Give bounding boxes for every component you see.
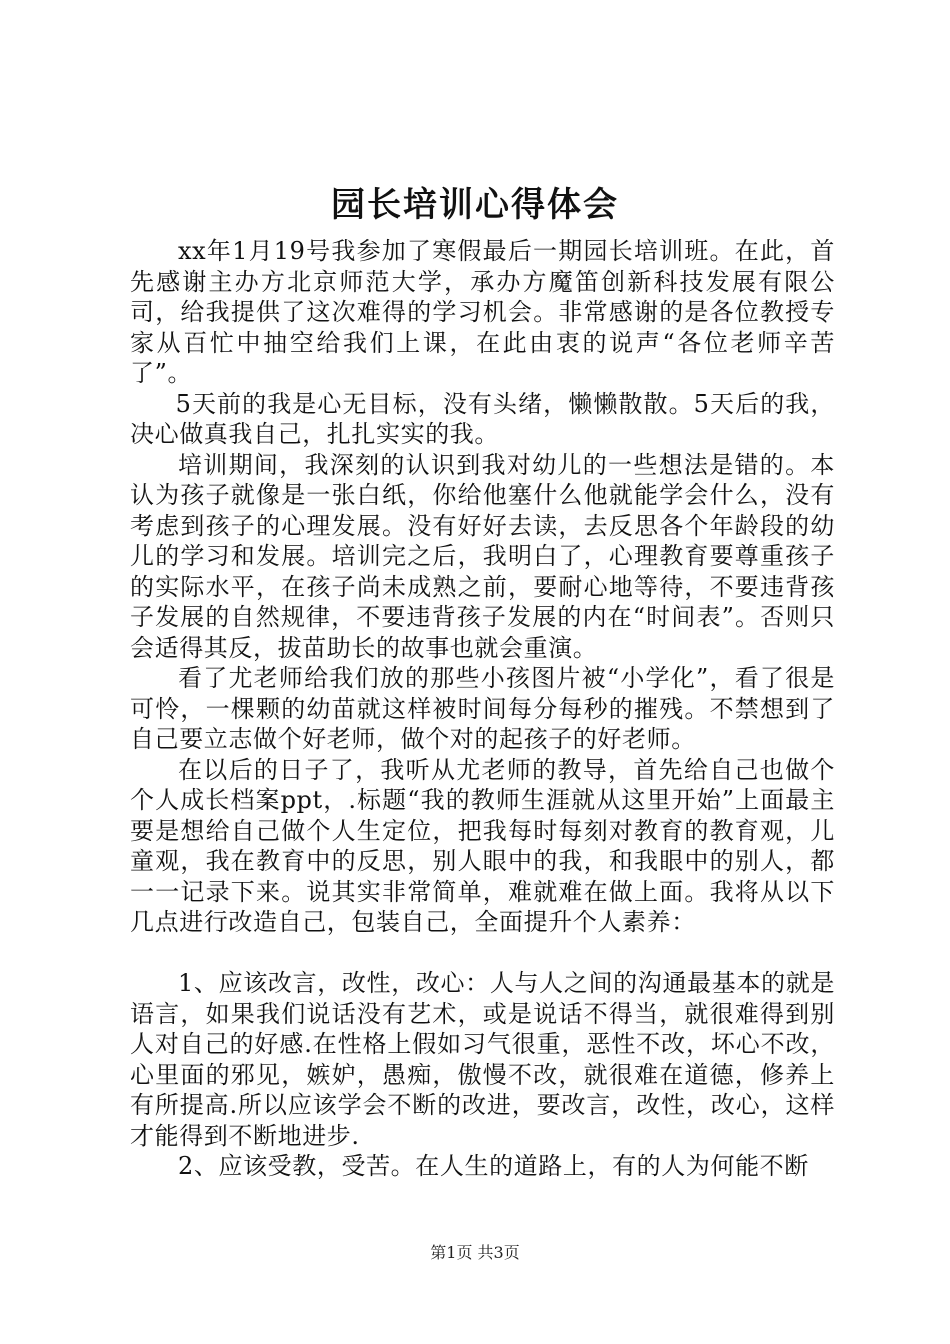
paragraph-7: 2、应该受教，受苦。在人生的道路上，有的人为何能不断	[178, 1152, 809, 1180]
paragraph-4: 看了尤老师给我们放的那些小孩图片被“小学化”，看了很是可怜，一棵颗的幼苗就这样被时间每分每秒的摧残。不禁想到了自己要立志做个好老师，做个对的起孩子的好老师。	[130, 664, 835, 753]
paragraph-3: 培训期间，我深刻的认识到我对幼儿的一些想法是错的。本认为孩子就像是一张白纸，你给他塞什么他就能学会什么，没有考虑到孩子的心理发展。没有好好去读，去反思各个年龄段的幼儿的学习和发展。培训完之后，我明白了，心理教育要尊重孩子的实际水平，在孩子尚未成熟之前，要耐心地等待，不要违背孩子发展的自然规律，不要违背孩子发展的内在“时间表”。否则只会适得其反，拔苗助长的故事也就会重演。	[130, 450, 835, 662]
paragraph-2: 5天前的我是心无目标，没有头绪，懒懒散散。5天后的我，决心做真我自己，扎扎实实的我。	[130, 389, 835, 448]
document-title: 园长培训心得体会	[331, 185, 619, 225]
paragraph-5: 在以后的日子了，我听从尤老师的教导，首先给自己也做个个人成长档案ppt，.标题“我的教师生涯就从这里开始”上面最主要是想给自己做个人生定位，把我每时每刻对教育的教育观，儿童观，我在教育中的反思，别人眼中的我，和我眼中的别人，都一一记录下来。说其实非常简单，难就难在做上面。我将从以下几点进行改造自己，包装自己，全面提升个人素养：	[130, 755, 835, 936]
paragraph-1: xx年1月19号我参加了寒假最后一期园长培训班。在此，首先感谢主办方北京师范大学，承办方魔笛创新科技发展有限公司，给我提供了这次难得的学习机会。非常感谢的是各位教授专家从百忙中抽空给我们上课，在此由衷的说声“各位老师辛苦了”。	[130, 237, 835, 387]
document-body	[130, 236, 835, 1182]
paragraph-spacer	[130, 938, 835, 969]
page-footer: 第1页 共3页	[430, 1243, 520, 1262]
paragraph-6: 1、应该改言，改性，改心：人与人之间的沟通最基本的就是语言，如果我们说话没有艺术，或是说话不得当，就很难得到别人对自己的好感.在性格上假如习气很重，恶性不改，坏心不改，心里面的邪见，嫉妒，愚痴，傲慢不改，就很难在道德，修养上有所提高.所以应该学会不断的改进，要改言，改性，改心，这样才能得到不断地进步.	[130, 969, 835, 1150]
